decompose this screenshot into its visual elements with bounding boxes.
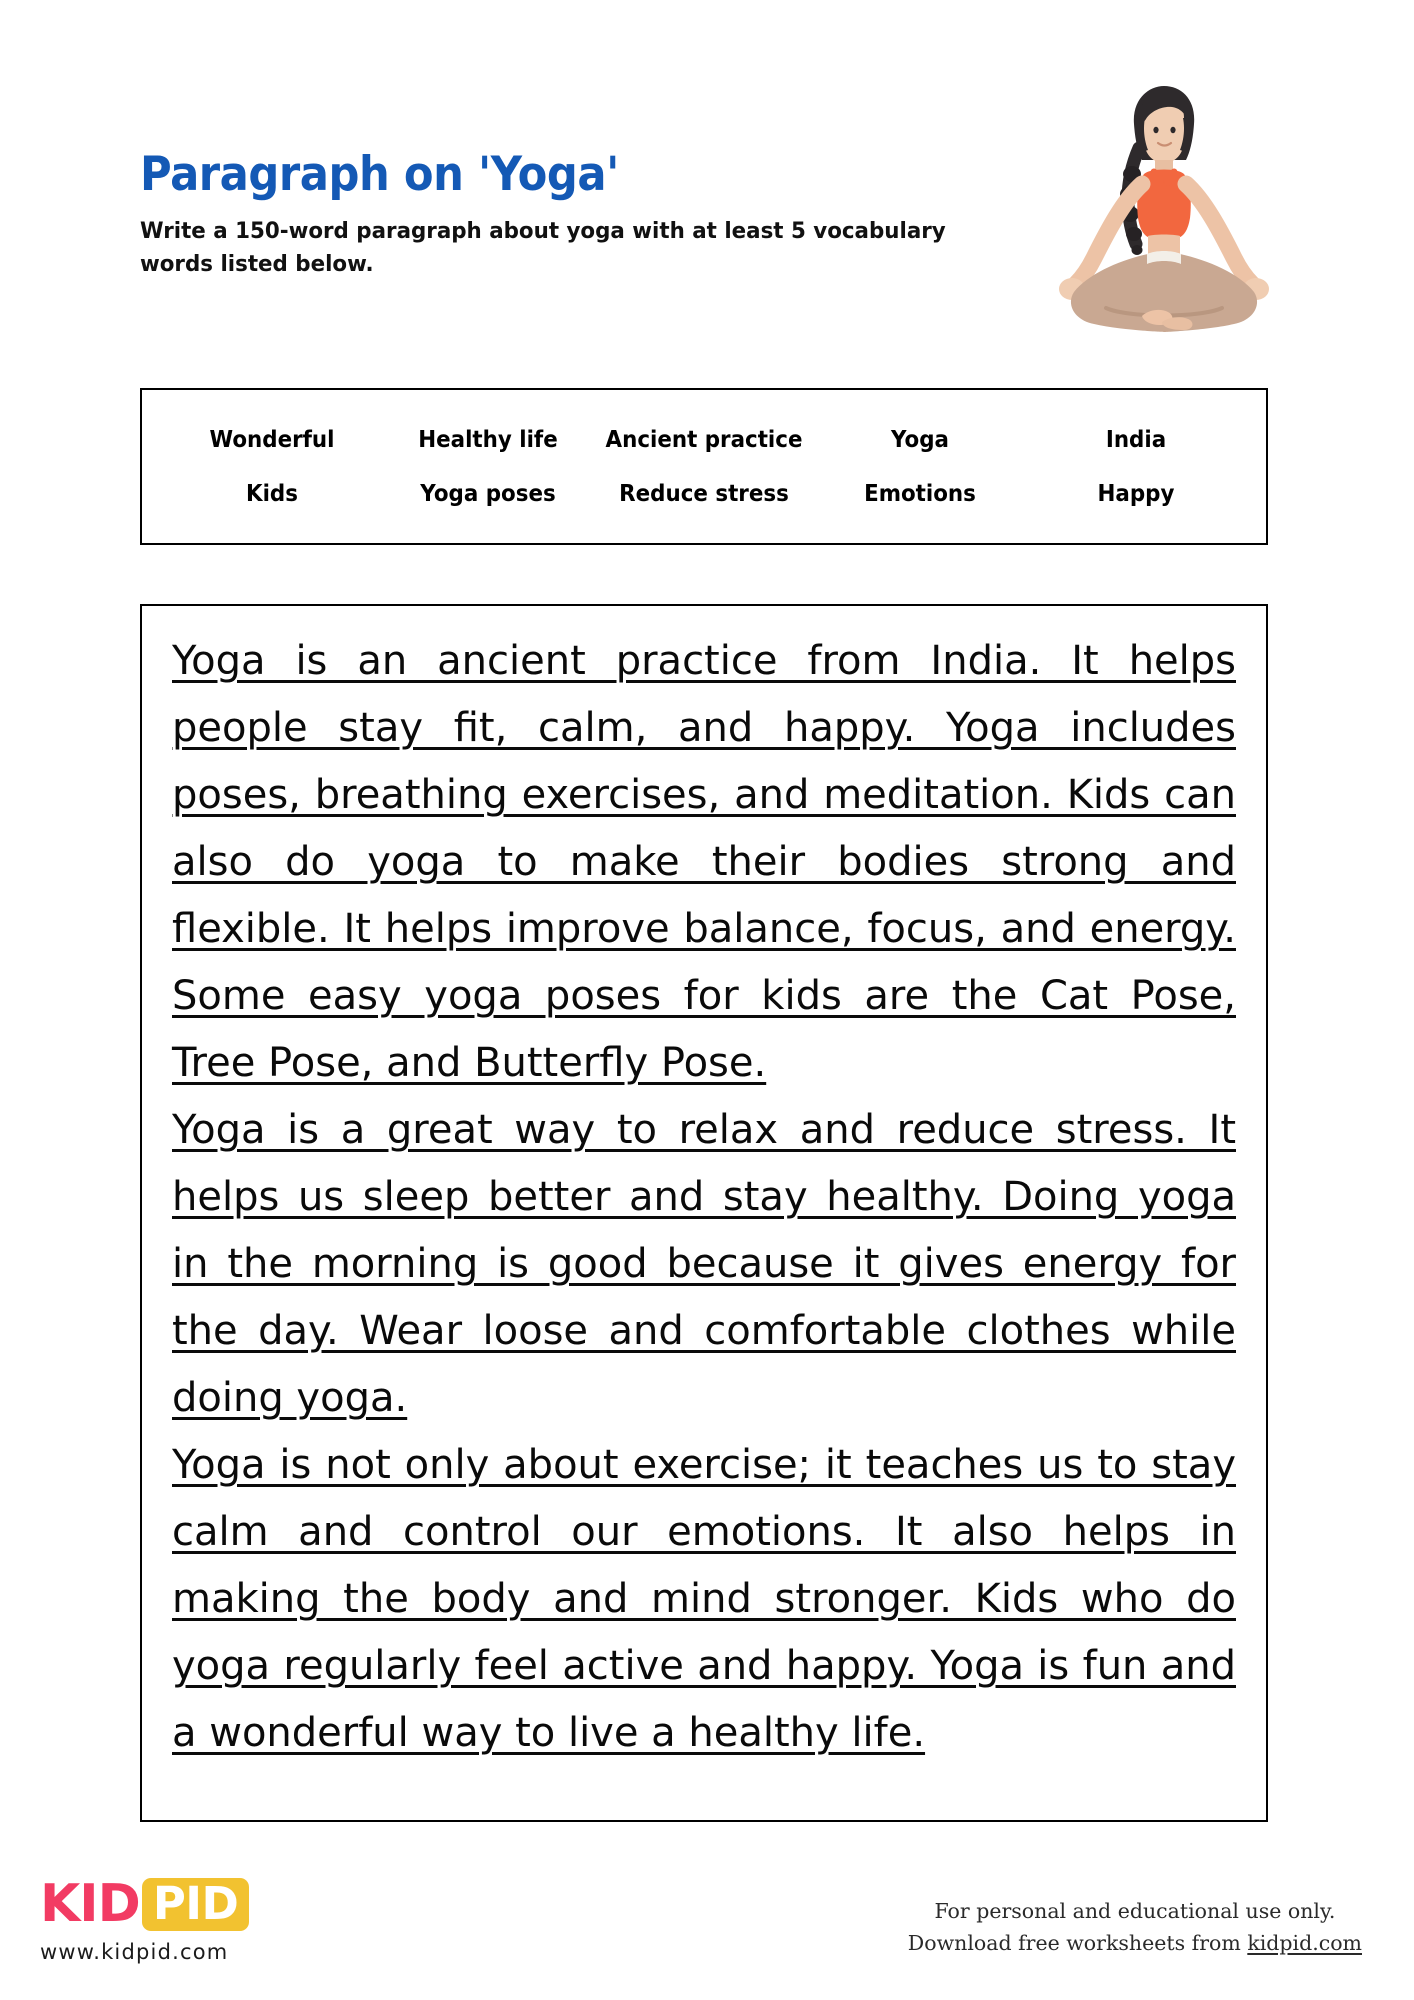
logo-website-url[interactable]: www.kidpid.com: [40, 1940, 229, 1964]
answer-paragraph-text: Yoga is an ancient practice from India. It helps people stay fit, calm, and happy. Yoga includes poses, breathing exercises, and meditation. Kids can also do yoga to make their bodies strong and flexible. It helps improve balance, focus, and energy. Some easy yoga poses for kids are the Cat Pose, Tree Pose, and Butterfly Pose.: [172, 638, 1236, 1086]
vocabulary-row: [142, 481, 1266, 507]
page-title: Paragraph on 'Yoga': [140, 147, 619, 202]
answer-box[interactable]: [140, 604, 1268, 1822]
vocabulary-word: Happy: [1097, 480, 1175, 507]
footer-note-line-1: For personal and educational use only.: [934, 1899, 1336, 1924]
vocabulary-word: Emotions: [864, 480, 976, 507]
vocabulary-word: Yoga poses: [420, 480, 556, 507]
footer-note-line-2: [908, 1928, 1362, 1960]
answer-paragraph: [172, 1097, 1236, 1432]
logo-pid-text: PID: [142, 1878, 250, 1931]
answer-paragraph: [172, 1432, 1236, 1767]
instruction-text: Write a 150-word paragraph about yoga with at least 5 vocabulary words listed below.: [140, 218, 946, 277]
vocabulary-word: India: [1105, 426, 1167, 453]
vocabulary-word: Yoga: [891, 426, 949, 453]
yoga-lotus-pose-illustration: [1036, 78, 1286, 378]
footer-usage-note: [908, 1896, 1362, 1960]
kidpid-logo[interactable]: [40, 1876, 370, 1932]
logo-kid-text: KID: [40, 1874, 140, 1934]
vocabulary-word: Wonderful: [209, 426, 335, 453]
footer-note-prefix: Download free worksheets from: [907, 1931, 1248, 1956]
vocabulary-word: Kids: [246, 480, 298, 507]
vocabulary-box: [140, 388, 1268, 545]
vocabulary-word: Reduce stress: [619, 480, 789, 507]
kidpid-logo-block[interactable]: [40, 1876, 370, 1964]
answer-paragraph-text: Yoga is a great way to relax and reduce stress. It helps us sleep better and stay healthy. Doing yoga in the morning is good because it gives energy for the day. Wear loose and comfortable clothes while doing yoga.: [172, 1107, 1236, 1421]
worksheet-header: [140, 147, 1070, 281]
vocabulary-row: [142, 427, 1266, 453]
answer-paragraph: [172, 628, 1236, 1097]
footer-kidpid-link[interactable]: kidpid.com: [1247, 1931, 1362, 1956]
vocabulary-word: Healthy life: [418, 426, 558, 453]
vocabulary-word: Ancient practice: [605, 426, 803, 453]
answer-paragraph-text: Yoga is not only about exercise; it teaches us to stay calm and control our emotions. It also helps in making the body and mind stronger. Kids who do yoga regularly feel active and happy. Yoga is fun and a wonderful way to live a healthy life.: [172, 1442, 1236, 1756]
